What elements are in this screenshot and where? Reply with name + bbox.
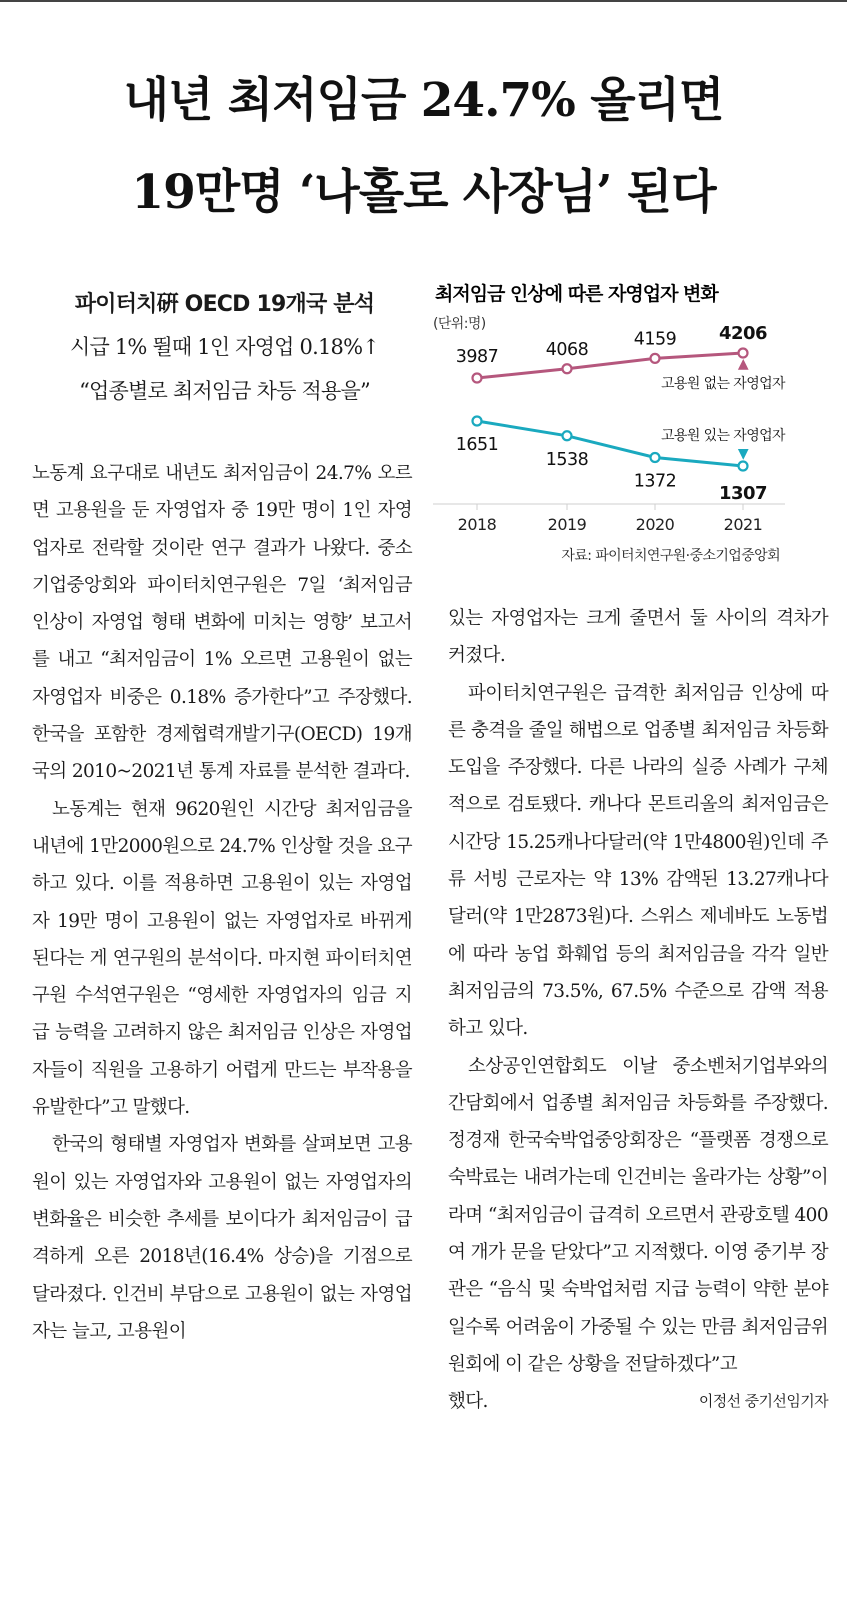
paragraph: 노동계 요구대로 내년도 최저임금이 24.7% 오르면 고용원을 둔 자영업자 중 19만 명이 1인 자영업자로 전락할 것이란 연구 결과가 나왔다. 중소기업중앙회와 파이터치연구원은 7일 ‘최저임금 인상이 자영업 형태 변화에 미치는 영향’ 보고서를 내고 “최저임금이 1% 오르면 고용원이 없는 자영업자 비중은 0.18% 증가한다”고 주장했다. 한국을 포함한 경제협력개발기구(OECD) 19개국의 2010~2021년 통계 자료를 분석한 결과다. [32,463,412,783]
series-label: 고용원 없는 자영업자 [660,376,785,392]
article-column-left [32,455,412,1350]
closing-line [448,1383,828,1420]
headline-line-2: 19만명 ‘나홀로 사장님’ 된다 [131,165,716,220]
data-label: 4068 [545,339,589,360]
paragraph: 노동계는 현재 9620원인 시간당 최저임금을 내년에 1만2000원으로 24.7% 인상할 것을 요구하고 있다. 이를 적용하면 고용원이 있는 자영업자 19만 명이 고용원이 없는 자영업자로 바뀌게 된다는 게 연구원의 분석이다. 마지현 파이터치연구원 수석연구원은 “영세한 자영업자의 임금 지급 능력을 고려하지 않은 최저임금 인상은 자영업자들이 직원을 고용하기 어렵게 만드는 부작용을 유발한다”고 말했다. [32,798,412,1119]
data-label: 1538 [545,449,589,470]
top-rule [0,0,847,2]
paragraph: 파이터치연구원은 급격한 최저임금 인상에 따른 충격을 줄일 해법으로 업종별 최저임금 차등화 도입을 주장했다. 다른 나라의 실증 사례가 구체적으로 검토됐다. 캐나다 몬트리올의 최저임금은 시간당 15.25캐나다달러(약 1만4800원)인데 주류 서빙 근로자는 약 13% 감액된 13.27캐나다달러(약 1만2873원)다. 스위스 제네바도 노동법에 따라 농업 화훼업 등의 최저임금을 각각 일반 최저임금의 73.5%, 67.5% 수준으로 감액 적용하고 있다. [448,682,828,1040]
x-tick-label: 2020 [635,515,675,534]
series-label: 고용원 있는 자영업자 [660,428,785,444]
data-point [473,374,482,383]
subheadline-3: “업종별로 최저임금 차등 적용을” [79,379,370,403]
data-label: 3987 [455,347,499,367]
subheadline-1: 파이터치硏 OECD 19개국 분석 [74,292,375,317]
x-tick-label: 2019 [547,515,587,534]
data-label: 4159 [633,329,677,350]
x-tick-label: 2018 [457,515,497,534]
line-chart [433,278,835,578]
article-column-right [448,600,828,1421]
byline: 이정선 중기선임기자 [698,1392,828,1411]
data-point [739,462,748,471]
chart-unit: (단위:명) [433,316,486,332]
chart-source: 자료: 파이터치연구원·중소기업중앙회 [561,548,780,564]
data-label: 1372 [633,471,677,492]
x-tick-label: 2021 [723,515,763,534]
data-point [651,453,660,462]
paragraph: 소상공인연합회도 이날 중소벤처기업부와의 간담회에서 업종별 최저임금 차등화를 주장했다. 정경재 한국숙박업중앙회장은 “플랫폼 경쟁으로 숙박료는 내려가는데 인건비는 올라가는 상황”이라며 “최저임금이 급격히 오르면서 관광호텔 400여 개가 문을 닫았다”고 지적했다. 이영 중기부 장관은 “음식 및 숙박업처럼 지급 능력이 약한 분야일수록 어려움이 가중될 수 있는 만큼 최저임금위원회에 이 같은 상황을 전달하겠다”고 [448,1055,828,1375]
closing-text: 했다. [448,1391,488,1413]
trend-down-icon: ▼ [737,446,749,462]
headline [0,55,847,239]
data-point [651,354,660,363]
data-point [563,364,572,373]
paragraph: 한국의 형태별 자영업자 변화를 살펴보면 고용원이 있는 자영업자와 고용원이 없는 자영업자의 변화율은 비슷한 추세를 보이다가 최저임금이 급격하게 오른 2018년(16.4% 상승)을 기점으로 달라졌다. 인건비 부담으로 고용원이 없는 자영업자는 늘고, 고용원이 [32,1134,412,1342]
trend-up-icon: ▲ [737,356,749,372]
headline-line-1: 내년 최저임금 24.7% 올리면 [123,73,724,128]
data-point [473,417,482,426]
subheadlines [32,285,417,413]
series-line [477,353,743,378]
subheadline-2: 시급 1% 뛸때 1인 자영업 0.18%↑ [69,335,380,359]
data-point [563,431,572,440]
data-label: 1651 [455,435,499,455]
paragraph: 있는 자영업자는 크게 줄면서 둘 사이의 격차가 커졌다. [448,608,828,667]
data-label: 4206 [718,323,768,344]
data-label: 1307 [718,483,768,504]
chart-title: 최저임금 인상에 따른 자영업자 변화 [435,283,718,305]
